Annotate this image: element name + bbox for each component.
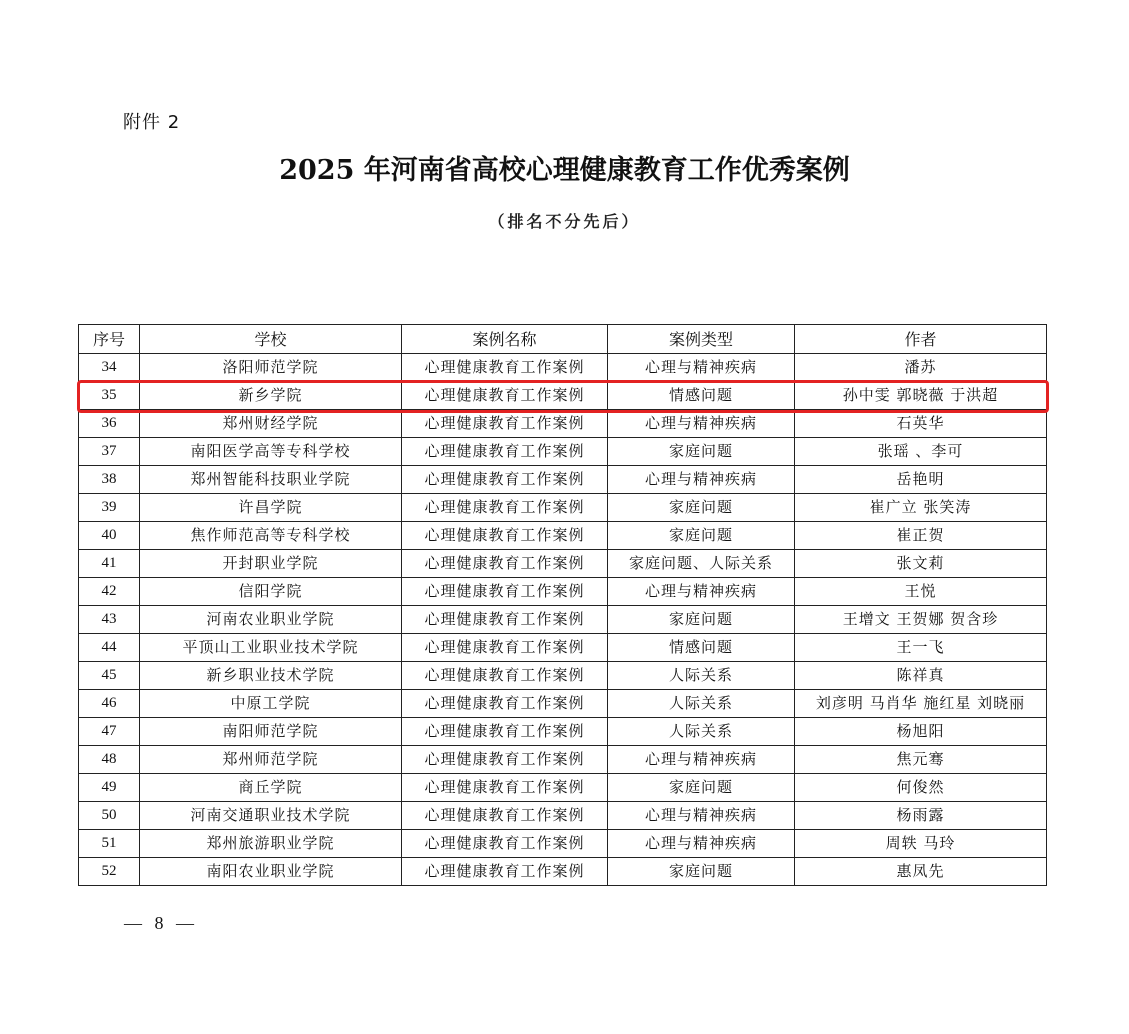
header-cell-no: 序号 (79, 325, 140, 354)
cell-type: 家庭问题 (608, 438, 795, 466)
table-row (79, 802, 1047, 830)
cell-case: 心理健康教育工作案例 (402, 802, 608, 830)
cell-type: 家庭问题、人际关系 (608, 550, 795, 578)
header-cell-case: 案例名称 (402, 325, 608, 354)
table-row (79, 746, 1047, 774)
cell-no: 43 (79, 606, 140, 634)
cell-no: 34 (79, 354, 140, 382)
table-row (79, 578, 1047, 606)
cell-school: 南阳农业职业学院 (140, 858, 402, 886)
table-row (79, 606, 1047, 634)
cell-author: 刘彦明 马肖华 施红星 刘晓丽 (795, 690, 1047, 718)
cell-school: 信阳学院 (140, 578, 402, 606)
cell-no: 45 (79, 662, 140, 690)
cell-type: 人际关系 (608, 690, 795, 718)
cell-author: 孙中雯 郭晓薇 于洪超 (795, 382, 1047, 410)
header-cell-school: 学校 (140, 325, 402, 354)
cell-author: 张瑶 、李可 (795, 438, 1047, 466)
cases-table (78, 324, 1047, 886)
cell-case: 心理健康教育工作案例 (402, 634, 608, 662)
cell-author: 王悦 (795, 578, 1047, 606)
header-cell-type: 案例类型 (608, 325, 795, 354)
cell-school: 焦作师范高等专科学校 (140, 522, 402, 550)
cell-type: 情感问题 (608, 382, 795, 410)
cell-school: 河南农业职业学院 (140, 606, 402, 634)
table-row (79, 466, 1047, 494)
cell-school: 郑州智能科技职业学院 (140, 466, 402, 494)
cell-no: 36 (79, 410, 140, 438)
cell-author: 岳艳明 (795, 466, 1047, 494)
document-title: 2025 年河南省高校心理健康教育工作优秀案例 (279, 155, 850, 186)
cell-case: 心理健康教育工作案例 (402, 438, 608, 466)
cell-case: 心理健康教育工作案例 (402, 662, 608, 690)
table-row (79, 774, 1047, 802)
cell-no: 52 (79, 858, 140, 886)
cell-school: 新乡职业技术学院 (140, 662, 402, 690)
cell-school: 商丘学院 (140, 774, 402, 802)
table-row (79, 522, 1047, 550)
cell-author: 杨雨露 (795, 802, 1047, 830)
cell-school: 平顶山工业职业技术学院 (140, 634, 402, 662)
cell-type: 情感问题 (608, 634, 795, 662)
attachment-label: 附件 2 (123, 112, 181, 133)
table-row (79, 858, 1047, 886)
cell-author: 潘苏 (795, 354, 1047, 382)
cell-type: 家庭问题 (608, 522, 795, 550)
cell-author: 张文莉 (795, 550, 1047, 578)
table-row (79, 634, 1047, 662)
cell-author: 崔正贺 (795, 522, 1047, 550)
cell-case: 心理健康教育工作案例 (402, 466, 608, 494)
cell-no: 40 (79, 522, 140, 550)
cell-no: 37 (79, 438, 140, 466)
cell-case: 心理健康教育工作案例 (402, 690, 608, 718)
cell-type: 家庭问题 (608, 774, 795, 802)
cell-type: 心理与精神疾病 (608, 830, 795, 858)
cell-author: 王一飞 (795, 634, 1047, 662)
cell-case: 心理健康教育工作案例 (402, 494, 608, 522)
cell-no: 49 (79, 774, 140, 802)
cell-school: 南阳师范学院 (140, 718, 402, 746)
cell-no: 41 (79, 550, 140, 578)
cell-type: 心理与精神疾病 (608, 746, 795, 774)
cell-type: 人际关系 (608, 662, 795, 690)
document-subtitle: （排名不分先后） (488, 212, 641, 231)
cell-case: 心理健康教育工作案例 (402, 410, 608, 438)
cell-no: 48 (79, 746, 140, 774)
cell-type: 家庭问题 (608, 494, 795, 522)
table-row (79, 494, 1047, 522)
table-body (79, 354, 1047, 886)
table-row (79, 662, 1047, 690)
table-row (79, 410, 1047, 438)
cell-no: 42 (79, 578, 140, 606)
table-row (79, 550, 1047, 578)
cell-type: 心理与精神疾病 (608, 466, 795, 494)
cell-author: 惠凤先 (795, 858, 1047, 886)
cell-type: 家庭问题 (608, 606, 795, 634)
cell-no: 35 (79, 382, 140, 410)
cell-type: 心理与精神疾病 (608, 802, 795, 830)
cell-case: 心理健康教育工作案例 (402, 774, 608, 802)
cell-author: 杨旭阳 (795, 718, 1047, 746)
cell-school: 南阳医学高等专科学校 (140, 438, 402, 466)
cell-no: 44 (79, 634, 140, 662)
cell-school: 河南交通职业技术学院 (140, 802, 402, 830)
header-cell-author: 作者 (795, 325, 1047, 354)
cell-school: 中原工学院 (140, 690, 402, 718)
cell-school: 郑州财经学院 (140, 410, 402, 438)
table-row (79, 438, 1047, 466)
cell-no: 38 (79, 466, 140, 494)
table-row (79, 354, 1047, 382)
cell-case: 心理健康教育工作案例 (402, 718, 608, 746)
cell-author: 周轶 马玲 (795, 830, 1047, 858)
cell-author: 陈祥真 (795, 662, 1047, 690)
cell-school: 新乡学院 (140, 382, 402, 410)
cell-author: 王增文 王贺娜 贺含珍 (795, 606, 1047, 634)
table-row (79, 718, 1047, 746)
header-row (79, 325, 1047, 354)
cell-type: 心理与精神疾病 (608, 410, 795, 438)
cell-type: 人际关系 (608, 718, 795, 746)
cell-type: 心理与精神疾病 (608, 354, 795, 382)
cell-no: 46 (79, 690, 140, 718)
page-number: — 8 — (124, 913, 198, 933)
cell-type: 心理与精神疾病 (608, 578, 795, 606)
cell-school: 开封职业学院 (140, 550, 402, 578)
table-header (79, 325, 1047, 354)
cell-case: 心理健康教育工作案例 (402, 550, 608, 578)
table-row (79, 690, 1047, 718)
cell-type: 家庭问题 (608, 858, 795, 886)
cell-case: 心理健康教育工作案例 (402, 578, 608, 606)
table-row (79, 830, 1047, 858)
cell-case: 心理健康教育工作案例 (402, 606, 608, 634)
cell-school: 郑州师范学院 (140, 746, 402, 774)
cell-case: 心理健康教育工作案例 (402, 746, 608, 774)
cell-school: 郑州旅游职业学院 (140, 830, 402, 858)
cell-no: 50 (79, 802, 140, 830)
cell-case: 心理健康教育工作案例 (402, 354, 608, 382)
cell-no: 51 (79, 830, 140, 858)
cell-author: 焦元骞 (795, 746, 1047, 774)
cell-author: 石英华 (795, 410, 1047, 438)
cell-school: 许昌学院 (140, 494, 402, 522)
cell-case: 心理健康教育工作案例 (402, 858, 608, 886)
cell-case: 心理健康教育工作案例 (402, 382, 608, 410)
table-row (79, 382, 1047, 410)
cell-school: 洛阳师范学院 (140, 354, 402, 382)
cell-case: 心理健康教育工作案例 (402, 522, 608, 550)
cell-author: 崔广立 张笑涛 (795, 494, 1047, 522)
cell-case: 心理健康教育工作案例 (402, 830, 608, 858)
cell-no: 39 (79, 494, 140, 522)
cell-author: 何俊然 (795, 774, 1047, 802)
cell-no: 47 (79, 718, 140, 746)
